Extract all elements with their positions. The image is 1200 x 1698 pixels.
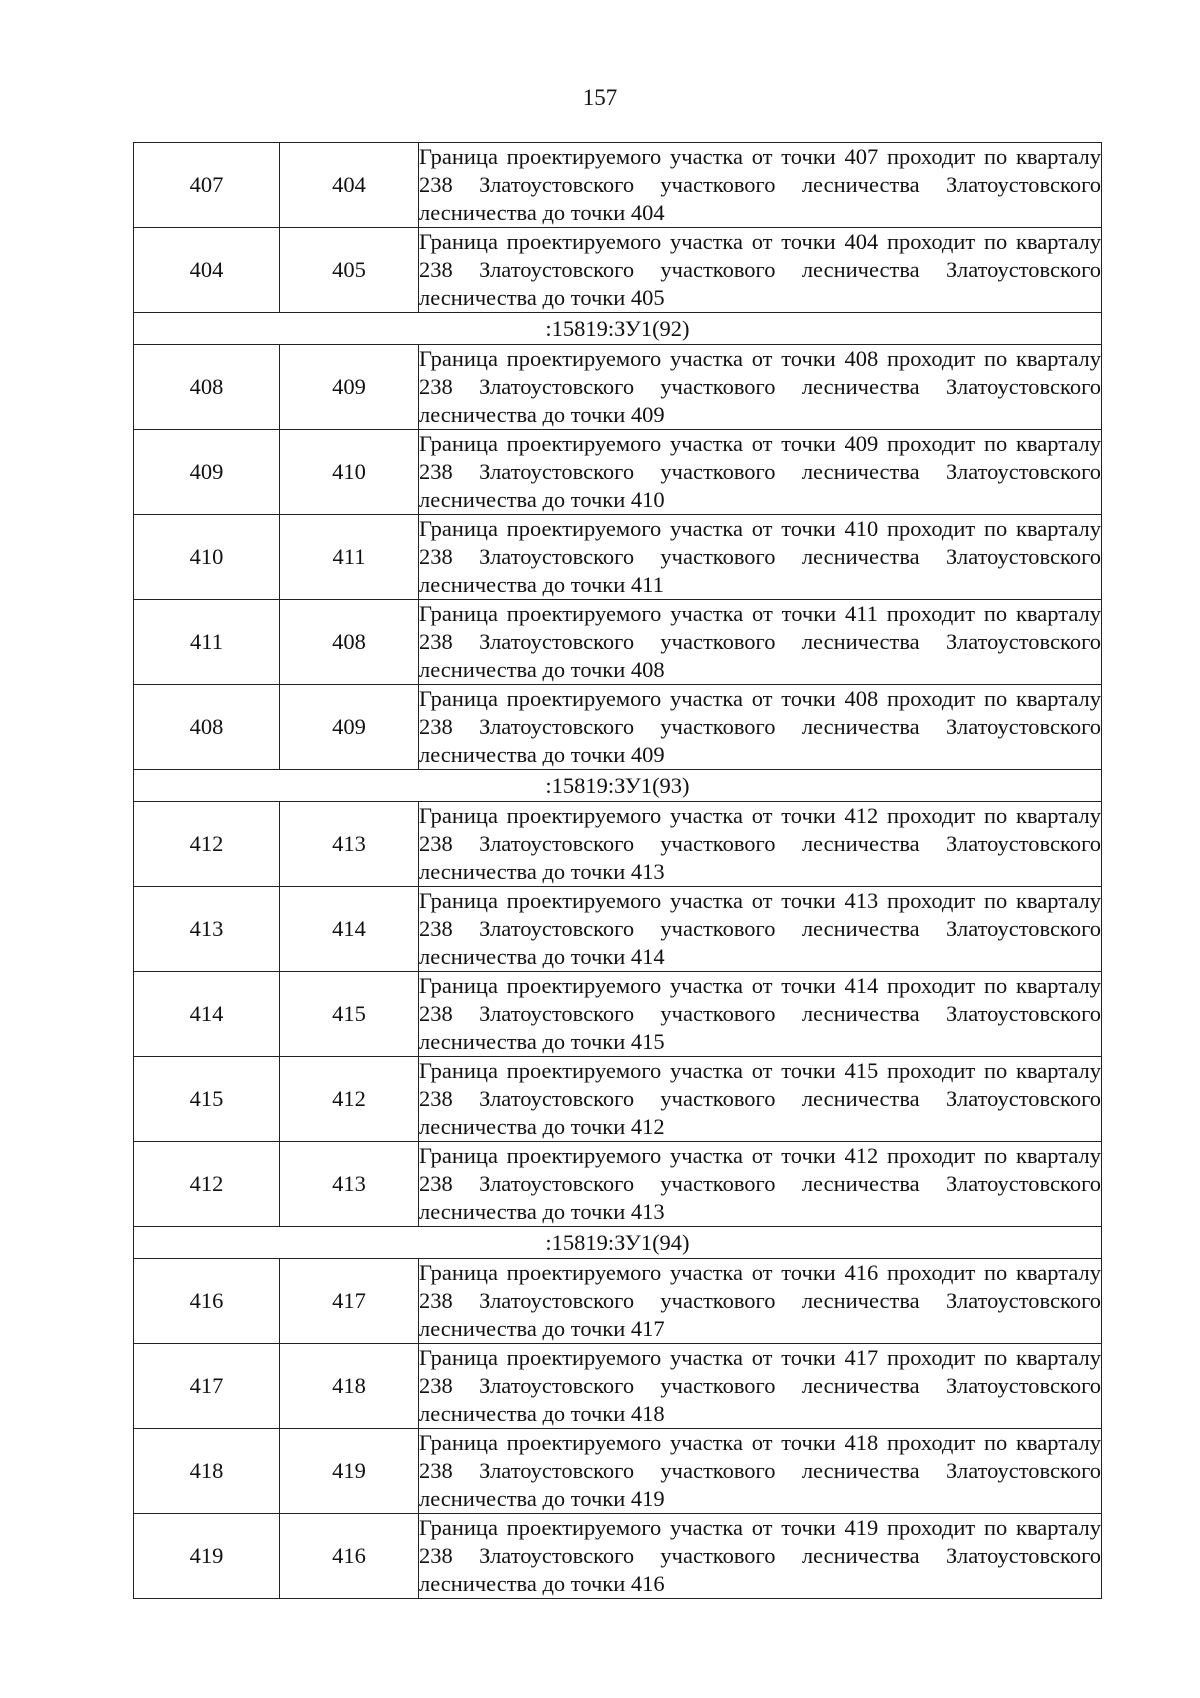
table-row	[134, 600, 1102, 685]
from-point-cell: 408	[134, 685, 280, 770]
to-point-cell: 419	[280, 1429, 419, 1514]
section-label: :15819:ЗУ1(94)	[134, 1227, 1102, 1259]
to-point-cell: 418	[280, 1344, 419, 1429]
section-row	[134, 770, 1102, 802]
from-point-cell: 411	[134, 600, 280, 685]
table-row	[134, 972, 1102, 1057]
to-point-cell: 413	[280, 802, 419, 887]
to-point-cell: 405	[280, 228, 419, 313]
to-point-cell: 412	[280, 1057, 419, 1142]
table-row	[134, 1429, 1102, 1514]
from-point-cell: 413	[134, 887, 280, 972]
boundary-table	[133, 142, 1102, 1599]
from-point-cell: 415	[134, 1057, 280, 1142]
table-row	[134, 802, 1102, 887]
from-point-cell: 412	[134, 802, 280, 887]
boundary-description-cell: Граница проектируемого участка от точки 408 проходит по кварталу 238 Златоустовского участкового лесничества Златоустовского лесничества до точки 409	[419, 685, 1102, 770]
boundary-description-cell: Граница проектируемого участка от точки 404 проходит по кварталу 238 Златоустовского участкового лесничества Златоустовского лесничества до точки 405	[419, 228, 1102, 313]
boundary-description-cell: Граница проектируемого участка от точки 408 проходит по кварталу 238 Златоустовского участкового лесничества Златоустовского лесничества до точки 409	[419, 345, 1102, 430]
to-point-cell: 408	[280, 600, 419, 685]
table-row	[134, 1142, 1102, 1227]
to-point-cell: 417	[280, 1259, 419, 1344]
from-point-cell: 414	[134, 972, 280, 1057]
boundary-description-cell: Граница проектируемого участка от точки 415 проходит по кварталу 238 Златоустовского участкового лесничества Златоустовского лесничества до точки 412	[419, 1057, 1102, 1142]
to-point-cell: 409	[280, 685, 419, 770]
table-row	[134, 1514, 1102, 1599]
from-point-cell: 408	[134, 345, 280, 430]
to-point-cell: 415	[280, 972, 419, 1057]
table-row	[134, 1259, 1102, 1344]
from-point-cell: 419	[134, 1514, 280, 1599]
section-label: :15819:ЗУ1(92)	[134, 313, 1102, 345]
to-point-cell: 409	[280, 345, 419, 430]
to-point-cell: 411	[280, 515, 419, 600]
boundary-description-cell: Граница проектируемого участка от точки 419 проходит по кварталу 238 Златоустовского участкового лесничества Златоустовского лесничества до точки 416	[419, 1514, 1102, 1599]
to-point-cell: 416	[280, 1514, 419, 1599]
table-row	[134, 1057, 1102, 1142]
table-row	[134, 685, 1102, 770]
boundary-description-cell: Граница проектируемого участка от точки 412 проходит по кварталу 238 Златоустовского участкового лесничества Златоустовского лесничества до точки 413	[419, 802, 1102, 887]
from-point-cell: 404	[134, 228, 280, 313]
section-row	[134, 1227, 1102, 1259]
section-row	[134, 313, 1102, 345]
boundary-description-cell: Граница проектируемого участка от точки 418 проходит по кварталу 238 Златоустовского участкового лесничества Златоустовского лесничества до точки 419	[419, 1429, 1102, 1514]
to-point-cell: 413	[280, 1142, 419, 1227]
boundary-description-cell: Граница проектируемого участка от точки 414 проходит по кварталу 238 Златоустовского участкового лесничества Златоустовского лесничества до точки 415	[419, 972, 1102, 1057]
table-row	[134, 345, 1102, 430]
boundary-description-cell: Граница проектируемого участка от точки 409 проходит по кварталу 238 Златоустовского участкового лесничества Златоустовского лесничества до точки 410	[419, 430, 1102, 515]
boundary-description-cell: Граница проектируемого участка от точки 412 проходит по кварталу 238 Златоустовского участкового лесничества Златоустовского лесничества до точки 413	[419, 1142, 1102, 1227]
table-row	[134, 515, 1102, 600]
from-point-cell: 416	[134, 1259, 280, 1344]
table-row	[134, 1344, 1102, 1429]
boundary-description-cell: Граница проектируемого участка от точки 413 проходит по кварталу 238 Златоустовского участкового лесничества Златоустовского лесничества до точки 414	[419, 887, 1102, 972]
to-point-cell: 410	[280, 430, 419, 515]
boundary-description-cell: Граница проектируемого участка от точки 407 проходит по кварталу 238 Златоустовского участкового лесничества Златоустовского лесничества до точки 404	[419, 143, 1102, 228]
boundary-description-cell: Граница проектируемого участка от точки 417 проходит по кварталу 238 Златоустовского участкового лесничества Златоустовского лесничества до точки 418	[419, 1344, 1102, 1429]
from-point-cell: 412	[134, 1142, 280, 1227]
section-label: :15819:ЗУ1(93)	[134, 770, 1102, 802]
from-point-cell: 407	[134, 143, 280, 228]
from-point-cell: 409	[134, 430, 280, 515]
to-point-cell: 404	[280, 143, 419, 228]
to-point-cell: 414	[280, 887, 419, 972]
from-point-cell: 410	[134, 515, 280, 600]
table-row	[134, 228, 1102, 313]
boundary-table-body	[134, 143, 1102, 1599]
boundary-description-cell: Граница проектируемого участка от точки 416 проходит по кварталу 238 Златоустовского участкового лесничества Златоустовского лесничества до точки 417	[419, 1259, 1102, 1344]
table-row	[134, 430, 1102, 515]
table-row	[134, 143, 1102, 228]
boundary-description-cell: Граница проектируемого участка от точки 410 проходит по кварталу 238 Златоустовского участкового лесничества Златоустовского лесничества до точки 411	[419, 515, 1102, 600]
from-point-cell: 417	[134, 1344, 280, 1429]
boundary-description-cell: Граница проектируемого участка от точки 411 проходит по кварталу 238 Златоустовского участкового лесничества Златоустовского лесничества до точки 408	[419, 600, 1102, 685]
from-point-cell: 418	[134, 1429, 280, 1514]
page-number: 157	[582, 85, 618, 110]
table-row	[134, 887, 1102, 972]
